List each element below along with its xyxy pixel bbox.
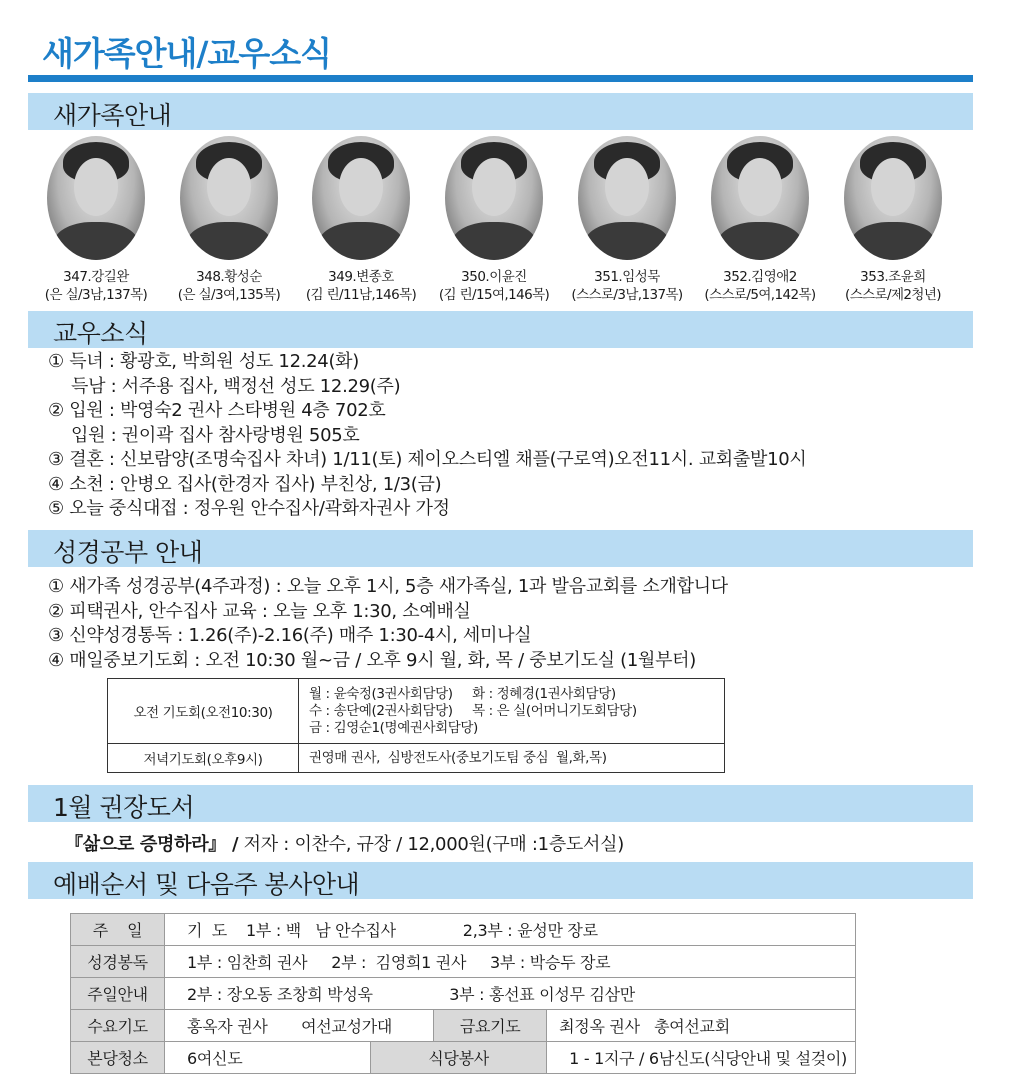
duty-label: 주일안내: [71, 978, 165, 1010]
table-row: [71, 1010, 856, 1042]
book-title: 『삶으로 증명하라』 /: [65, 834, 239, 855]
section-title: 새가족안내: [53, 101, 172, 130]
member-name: 353.조윤희: [860, 269, 926, 285]
section-title: 1월 권장도서: [53, 793, 195, 822]
member-name: 348.황성순: [196, 269, 262, 285]
news-item: ② 입원 : 박영숙2 권사 스타병원 4층 702호: [48, 400, 386, 421]
member-info: (김 린/11남,146목): [305, 287, 417, 303]
member-name: 350.이윤진: [461, 269, 527, 285]
duty-cell: 기 도 1부 : 백 남 안수집사 2,3부 : 윤성만 장로: [165, 914, 856, 946]
bible-study-item: ② 피택권사, 안수집사 교육 : 오늘 오후 1:30, 소예배실: [48, 600, 471, 622]
service-duty-table: [70, 913, 856, 1074]
duty-cell: 1 - 1지구 / 6남신도(식당안내 및 설겆이): [547, 1042, 856, 1074]
duty-cell: 최정옥 권사 총여선교회: [547, 1010, 856, 1042]
table-row: [108, 744, 725, 773]
bible-study-item: ④ 매일중보기도회 : 오전 10:30 월~금 / 오후 9시 월, 화, 목 / 중보기도실 (1월부터): [48, 649, 696, 671]
prayer-evening-schedule: 권영매 권사, 심방전도사(중보기도팀 중심 월,화,목): [299, 744, 725, 773]
member-photo: [578, 136, 676, 260]
member-info: (스스로/5여,142목): [704, 287, 816, 303]
news-item: 득남 : 서주용 집사, 백정선 성도 12.29(주): [71, 375, 401, 397]
member-info: (은 실/3여,135목): [177, 287, 281, 303]
table-row: [71, 946, 856, 978]
bible-study-item: ① 새가족 성경공부(4주과정) : 오늘 오후 1시, 5층 새가족실, 1과 발음교회를 소개합니다: [48, 576, 728, 597]
member-photo: [711, 136, 809, 260]
section-header-worship: [28, 862, 973, 899]
duty-label: 성경봉독: [71, 946, 165, 978]
duty-label: 본당청소: [71, 1042, 165, 1074]
section-header-bible-study: [28, 530, 973, 567]
member-info: (스스로/3남,137목): [571, 287, 683, 303]
prayer-morning-line: 수 : 송단예(2권사회담당) 목 : 은 실(어머니기도회담당): [309, 702, 637, 719]
member-name: 351.임성묵: [594, 269, 660, 285]
member-info: (김 린/15여,146목): [438, 287, 550, 303]
member-info: (스스로/제2청년): [845, 287, 941, 303]
duty-label: 수요기도: [71, 1010, 165, 1042]
duty-label: 금요기도: [434, 1010, 547, 1042]
section-title: 예배순서 및 다음주 봉사안내: [53, 870, 360, 899]
member-photo: [445, 136, 543, 260]
member-card: [426, 134, 562, 304]
table-row: [71, 914, 856, 946]
member-card: [161, 134, 297, 304]
section-title: 교우소식: [53, 319, 148, 348]
prayer-morning-line: 월 : 윤숙정(3권사회담당) 화 : 정혜경(1권사회담당): [309, 685, 616, 702]
table-row: [71, 1042, 856, 1074]
news-item: ③ 결혼 : 신보람양(조명숙집사 차녀) 1/11(토) 제이오스티엘 채플(구로역)오전11시. 교회출발10시: [48, 449, 807, 470]
news-item: ① 득녀 : 황광호, 박희원 성도 12.24(화): [48, 351, 359, 372]
member-photo: [844, 136, 942, 260]
new-family-photos: [28, 134, 973, 314]
prayer-morning-schedule: [299, 679, 725, 744]
duty-label: 주 일: [71, 914, 165, 946]
news-item: 입원 : 권이곽 집사 참사랑병원 505호: [71, 424, 360, 446]
section-title: 성경공부 안내: [53, 538, 203, 567]
title-rule: [28, 75, 973, 82]
bible-study-item: ③ 신약성경통독 : 1.26(주)-2.16(주) 매주 1:30-4시, 세미나실: [48, 625, 532, 646]
prayer-evening-label: 저녁기도회(오후9시): [108, 744, 299, 773]
member-name: 349.변종호: [328, 269, 394, 285]
duty-label: 식당봉사: [371, 1042, 547, 1074]
member-card: [825, 134, 961, 304]
prayer-morning-label: 오전 기도회(오전10:30): [108, 679, 299, 744]
duty-cell: 6여신도: [165, 1042, 371, 1074]
recommended-book: [65, 830, 624, 856]
section-header-new-family: [28, 93, 973, 130]
bible-study-list: [48, 575, 728, 673]
duty-cell: 홍옥자 권사 여선교성가대: [165, 1010, 434, 1042]
prayer-meeting-table: [107, 678, 725, 773]
news-item: ⑤ 오늘 중식대접 : 정우원 안수집사/곽화자권사 가정: [48, 498, 450, 519]
member-name: 347.강길완: [63, 269, 129, 285]
news-item: ④ 소천 : 안병오 집사(한경자 집사) 부친상, 1/3(금): [48, 473, 442, 495]
page-title: 새가족안내/교우소식: [42, 34, 331, 73]
section-header-news: [28, 311, 973, 348]
member-card: [28, 134, 164, 304]
member-card: [692, 134, 828, 304]
table-row: [108, 679, 725, 744]
member-photo: [312, 136, 410, 260]
member-name: 352.김영애2: [723, 269, 797, 285]
table-row: [71, 978, 856, 1010]
member-info: (은 실/3남,137목): [44, 287, 148, 303]
prayer-morning-line: 금 : 김영순1(명예권사회담당): [309, 719, 478, 736]
member-photo: [180, 136, 278, 260]
duty-cell: 1부 : 임찬희 권사 2부 : 김영희1 권사 3부 : 박승두 장로: [165, 946, 856, 978]
duty-cell: 2부 : 장오동 조창희 박성욱 3부 : 홍선표 이성무 김삼만: [165, 978, 856, 1010]
section-header-book: [28, 785, 973, 822]
news-list: [48, 350, 806, 522]
member-card: [293, 134, 429, 304]
member-photo: [47, 136, 145, 260]
book-detail: 저자 : 이찬수, 규장 / 12,000원(구매 :1층도서실): [238, 834, 624, 855]
member-card: [559, 134, 695, 304]
